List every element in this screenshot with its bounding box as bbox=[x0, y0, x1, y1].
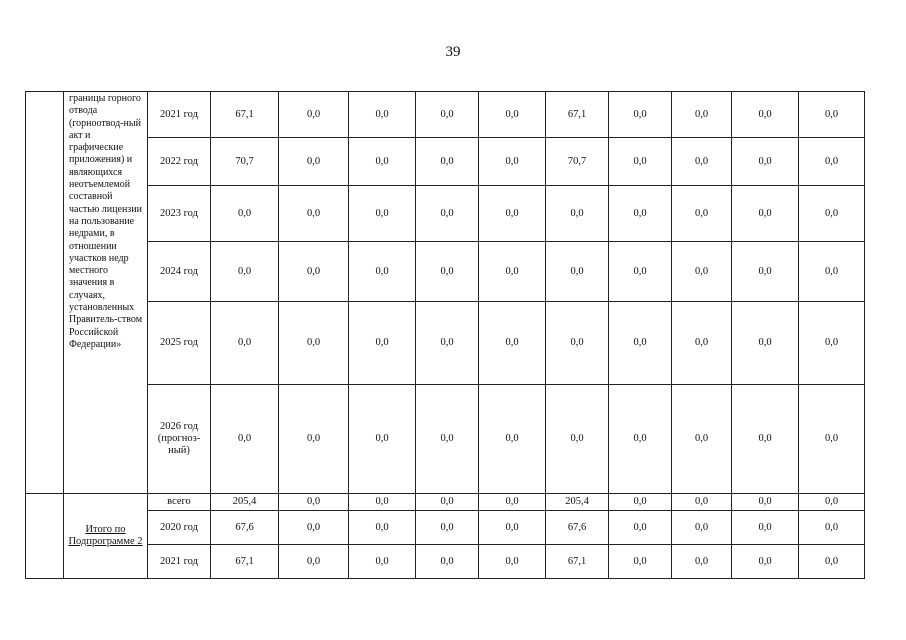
row-number-cell bbox=[26, 494, 64, 579]
value-cell: 0,0 bbox=[479, 494, 546, 511]
value-cell: 0,0 bbox=[349, 545, 416, 579]
budget-table bbox=[25, 91, 865, 579]
value-cell: 0,0 bbox=[546, 302, 609, 385]
value-cell: 0,0 bbox=[416, 494, 479, 511]
value-cell: 0,0 bbox=[799, 302, 865, 385]
value-cell: 0,0 bbox=[211, 186, 279, 242]
table-row bbox=[26, 494, 865, 511]
value-cell: 0,0 bbox=[609, 545, 672, 579]
value-cell: 67,6 bbox=[211, 511, 279, 545]
value-cell: 205,4 bbox=[546, 494, 609, 511]
value-cell: 0,0 bbox=[732, 302, 799, 385]
value-cell: 0,0 bbox=[479, 511, 546, 545]
value-cell: 0,0 bbox=[732, 545, 799, 579]
program-description: границы горного отвода (горноотвод-ный акт и графические приложения) и являющихся неотъемлемой составной частью лицензии на пользование недрами, в отношении участков недр местного значения в случаях, установленных Правитель-ством Российской Федерации» bbox=[64, 92, 148, 494]
subprogram-total-label-text: Итого по Подпрограмме 2 bbox=[68, 524, 143, 547]
value-cell: 0,0 bbox=[609, 302, 672, 385]
value-cell: 0,0 bbox=[279, 302, 349, 385]
value-cell: 0,0 bbox=[546, 242, 609, 302]
value-cell: 0,0 bbox=[349, 92, 416, 138]
value-cell: 70,7 bbox=[211, 138, 279, 186]
table-row bbox=[26, 385, 865, 494]
value-cell: 0,0 bbox=[279, 92, 349, 138]
value-cell: 0,0 bbox=[479, 385, 546, 494]
value-cell: 0,0 bbox=[609, 138, 672, 186]
value-cell: 0,0 bbox=[799, 92, 865, 138]
value-cell: 0,0 bbox=[279, 494, 349, 511]
value-cell: 0,0 bbox=[479, 545, 546, 579]
table-row bbox=[26, 511, 865, 545]
value-cell: 67,1 bbox=[546, 545, 609, 579]
value-cell: 0,0 bbox=[732, 511, 799, 545]
value-cell: 0,0 bbox=[416, 545, 479, 579]
year-cell: 2024 год bbox=[148, 242, 211, 302]
value-cell: 67,1 bbox=[546, 92, 609, 138]
value-cell: 0,0 bbox=[416, 302, 479, 385]
value-cell: 70,7 bbox=[546, 138, 609, 186]
subprogram-total-label bbox=[64, 494, 148, 579]
year-cell: 2021 год bbox=[148, 545, 211, 579]
table-body bbox=[26, 92, 865, 579]
year-cell: 2020 год bbox=[148, 511, 211, 545]
table-row bbox=[26, 242, 865, 302]
value-cell: 0,0 bbox=[279, 138, 349, 186]
value-cell: 0,0 bbox=[211, 385, 279, 494]
value-cell: 0,0 bbox=[799, 494, 865, 511]
value-cell: 0,0 bbox=[416, 138, 479, 186]
table-row bbox=[26, 302, 865, 385]
value-cell: 0,0 bbox=[546, 385, 609, 494]
value-cell: 0,0 bbox=[609, 385, 672, 494]
value-cell: 0,0 bbox=[479, 242, 546, 302]
table-row bbox=[26, 92, 865, 138]
value-cell: 67,6 bbox=[546, 511, 609, 545]
value-cell: 0,0 bbox=[279, 242, 349, 302]
value-cell: 0,0 bbox=[416, 385, 479, 494]
value-cell: 0,0 bbox=[732, 186, 799, 242]
value-cell: 67,1 bbox=[211, 545, 279, 579]
value-cell: 0,0 bbox=[416, 92, 479, 138]
value-cell: 0,0 bbox=[211, 242, 279, 302]
value-cell: 0,0 bbox=[349, 186, 416, 242]
value-cell: 67,1 bbox=[211, 92, 279, 138]
value-cell: 0,0 bbox=[349, 494, 416, 511]
value-cell: 205,4 bbox=[211, 494, 279, 511]
value-cell: 0,0 bbox=[279, 545, 349, 579]
value-cell: 0,0 bbox=[279, 511, 349, 545]
value-cell: 0,0 bbox=[732, 494, 799, 511]
value-cell: 0,0 bbox=[799, 242, 865, 302]
year-cell: 2022 год bbox=[148, 138, 211, 186]
year-cell: 2021 год bbox=[148, 92, 211, 138]
value-cell: 0,0 bbox=[609, 511, 672, 545]
value-cell: 0,0 bbox=[416, 242, 479, 302]
value-cell: 0,0 bbox=[349, 511, 416, 545]
row-number-cell bbox=[26, 92, 64, 494]
value-cell: 0,0 bbox=[799, 138, 865, 186]
value-cell: 0,0 bbox=[799, 186, 865, 242]
value-cell: 0,0 bbox=[732, 138, 799, 186]
value-cell: 0,0 bbox=[672, 385, 732, 494]
value-cell: 0,0 bbox=[672, 545, 732, 579]
year-cell: 2023 год bbox=[148, 186, 211, 242]
table-row bbox=[26, 138, 865, 186]
value-cell: 0,0 bbox=[799, 385, 865, 494]
value-cell: 0,0 bbox=[279, 186, 349, 242]
value-cell: 0,0 bbox=[546, 186, 609, 242]
page-number: 39 bbox=[445, 44, 461, 60]
value-cell: 0,0 bbox=[609, 242, 672, 302]
value-cell: 0,0 bbox=[672, 242, 732, 302]
value-cell: 0,0 bbox=[672, 186, 732, 242]
value-cell: 0,0 bbox=[416, 511, 479, 545]
value-cell: 0,0 bbox=[672, 138, 732, 186]
value-cell: 0,0 bbox=[672, 494, 732, 511]
value-cell: 0,0 bbox=[349, 385, 416, 494]
value-cell: 0,0 bbox=[211, 302, 279, 385]
value-cell: 0,0 bbox=[672, 302, 732, 385]
value-cell: 0,0 bbox=[672, 511, 732, 545]
value-cell: 0,0 bbox=[732, 385, 799, 494]
value-cell: 0,0 bbox=[609, 186, 672, 242]
value-cell: 0,0 bbox=[279, 385, 349, 494]
value-cell: 0,0 bbox=[479, 138, 546, 186]
year-cell: 2026 год (прогноз-ный) bbox=[148, 385, 211, 494]
value-cell: 0,0 bbox=[479, 186, 546, 242]
value-cell: 0,0 bbox=[672, 92, 732, 138]
value-cell: 0,0 bbox=[349, 242, 416, 302]
value-cell: 0,0 bbox=[416, 186, 479, 242]
value-cell: 0,0 bbox=[479, 302, 546, 385]
year-cell: 2025 год bbox=[148, 302, 211, 385]
year-cell: всего bbox=[148, 494, 211, 511]
value-cell: 0,0 bbox=[799, 545, 865, 579]
table-row bbox=[26, 545, 865, 579]
value-cell: 0,0 bbox=[609, 92, 672, 138]
value-cell: 0,0 bbox=[732, 92, 799, 138]
value-cell: 0,0 bbox=[799, 511, 865, 545]
value-cell: 0,0 bbox=[609, 494, 672, 511]
value-cell: 0,0 bbox=[479, 92, 546, 138]
value-cell: 0,0 bbox=[349, 138, 416, 186]
value-cell: 0,0 bbox=[732, 242, 799, 302]
value-cell: 0,0 bbox=[349, 302, 416, 385]
table-row bbox=[26, 186, 865, 242]
